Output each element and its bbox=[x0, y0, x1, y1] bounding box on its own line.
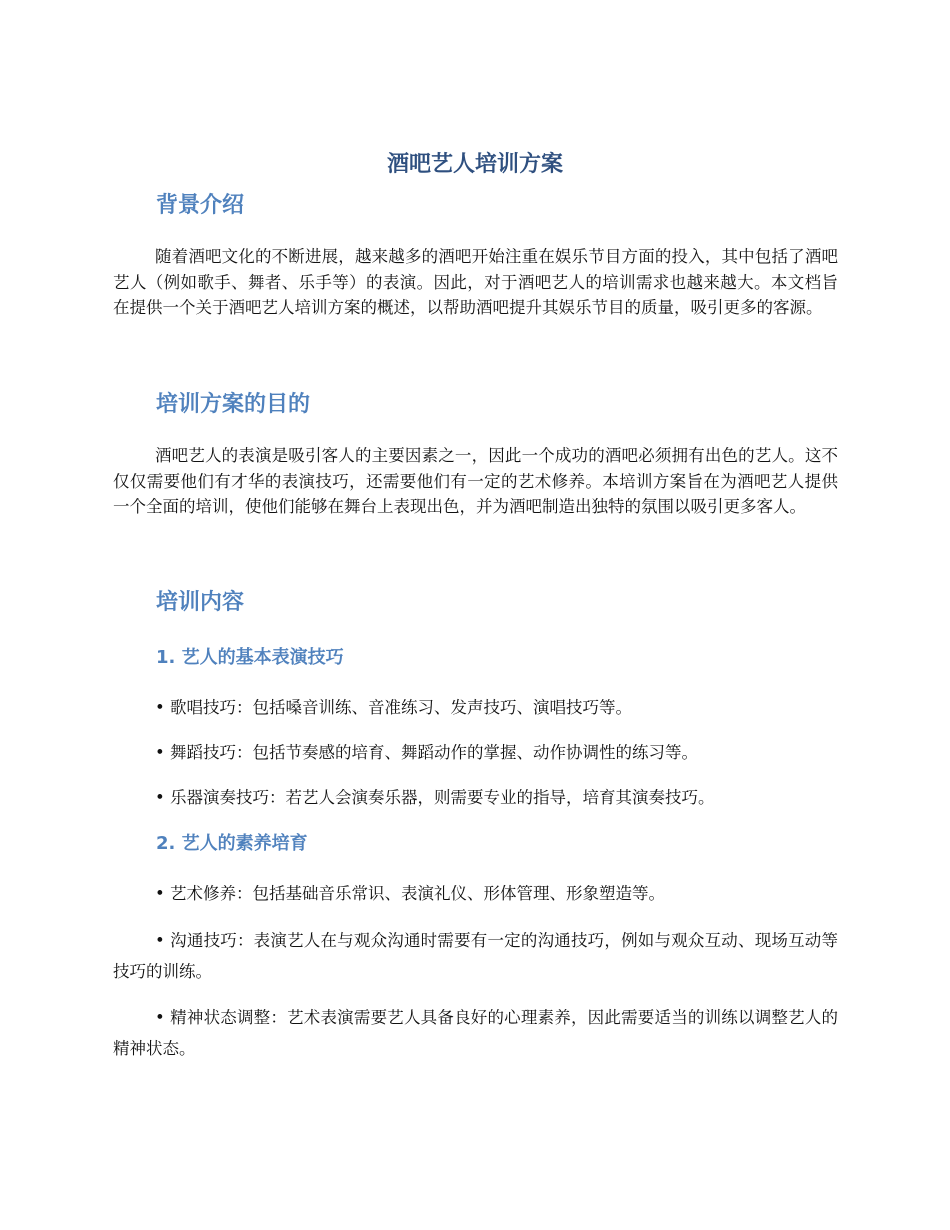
heading-background: 背景介绍 bbox=[156, 193, 245, 218]
list-item: • 舞蹈技巧：包括节奏感的培育、舞蹈动作的掌握、动作协调性的练习等。 bbox=[155, 743, 698, 762]
heading-training-content: 培训内容 bbox=[156, 590, 245, 615]
heading-purpose: 培训方案的目的 bbox=[156, 392, 311, 417]
document-title: 酒吧艺人培训方案 bbox=[386, 152, 563, 177]
list-item: • 艺术修养：包括基础音乐常识、表演礼仪、形体管理、形象塑造等。 bbox=[155, 884, 665, 903]
list-item: • 乐器演奏技巧：若艺人会演奏乐器，则需要专业的指导，培育其演奏技巧。 bbox=[155, 788, 715, 807]
subheading-cultivation: 2. 艺人的素养培育 bbox=[156, 833, 308, 854]
paragraph-background: 随着酒吧文化的不断进展，越来越多的酒吧开始注重在娱乐节目方面的投入，其中包括了酒吧艺人（例如歌手、舞者、乐手等）的表演。因此，对于酒吧艺人的培训需求也越来越大。本文档旨在提供一个关于酒吧艺人培训方案的概述，以帮助酒吧提升其娱乐节目的质量，吸引更多的客源。 bbox=[113, 247, 838, 318]
paragraph-purpose: 酒吧艺人的表演是吸引客人的主要因素之一，因此一个成功的酒吧必须拥有出色的艺人。这不仅仅需要他们有才华的表演技巧，还需要他们有一定的艺术修养。本培训方案旨在为酒吧艺人提供一个全面的培训，使他们能够在舞台上表现出色，并为酒吧制造出独特的氛围以吸引更多客人。 bbox=[113, 446, 838, 517]
list-item: • 精神状态调整：艺术表演需要艺人具备良好的心理素养，因此需要适当的训练以调整艺人的精神状态。 bbox=[113, 1008, 838, 1058]
subheading-basic-skills: 1. 艺人的基本表演技巧 bbox=[156, 647, 344, 668]
list-item: • 沟通技巧：表演艺人在与观众沟通时需要有一定的沟通技巧，例如与观众互动、现场互动等技巧的训练。 bbox=[113, 931, 838, 981]
list-item: • 歌唱技巧：包括嗓音训练、音准练习、发声技巧、演唱技巧等。 bbox=[155, 698, 632, 717]
